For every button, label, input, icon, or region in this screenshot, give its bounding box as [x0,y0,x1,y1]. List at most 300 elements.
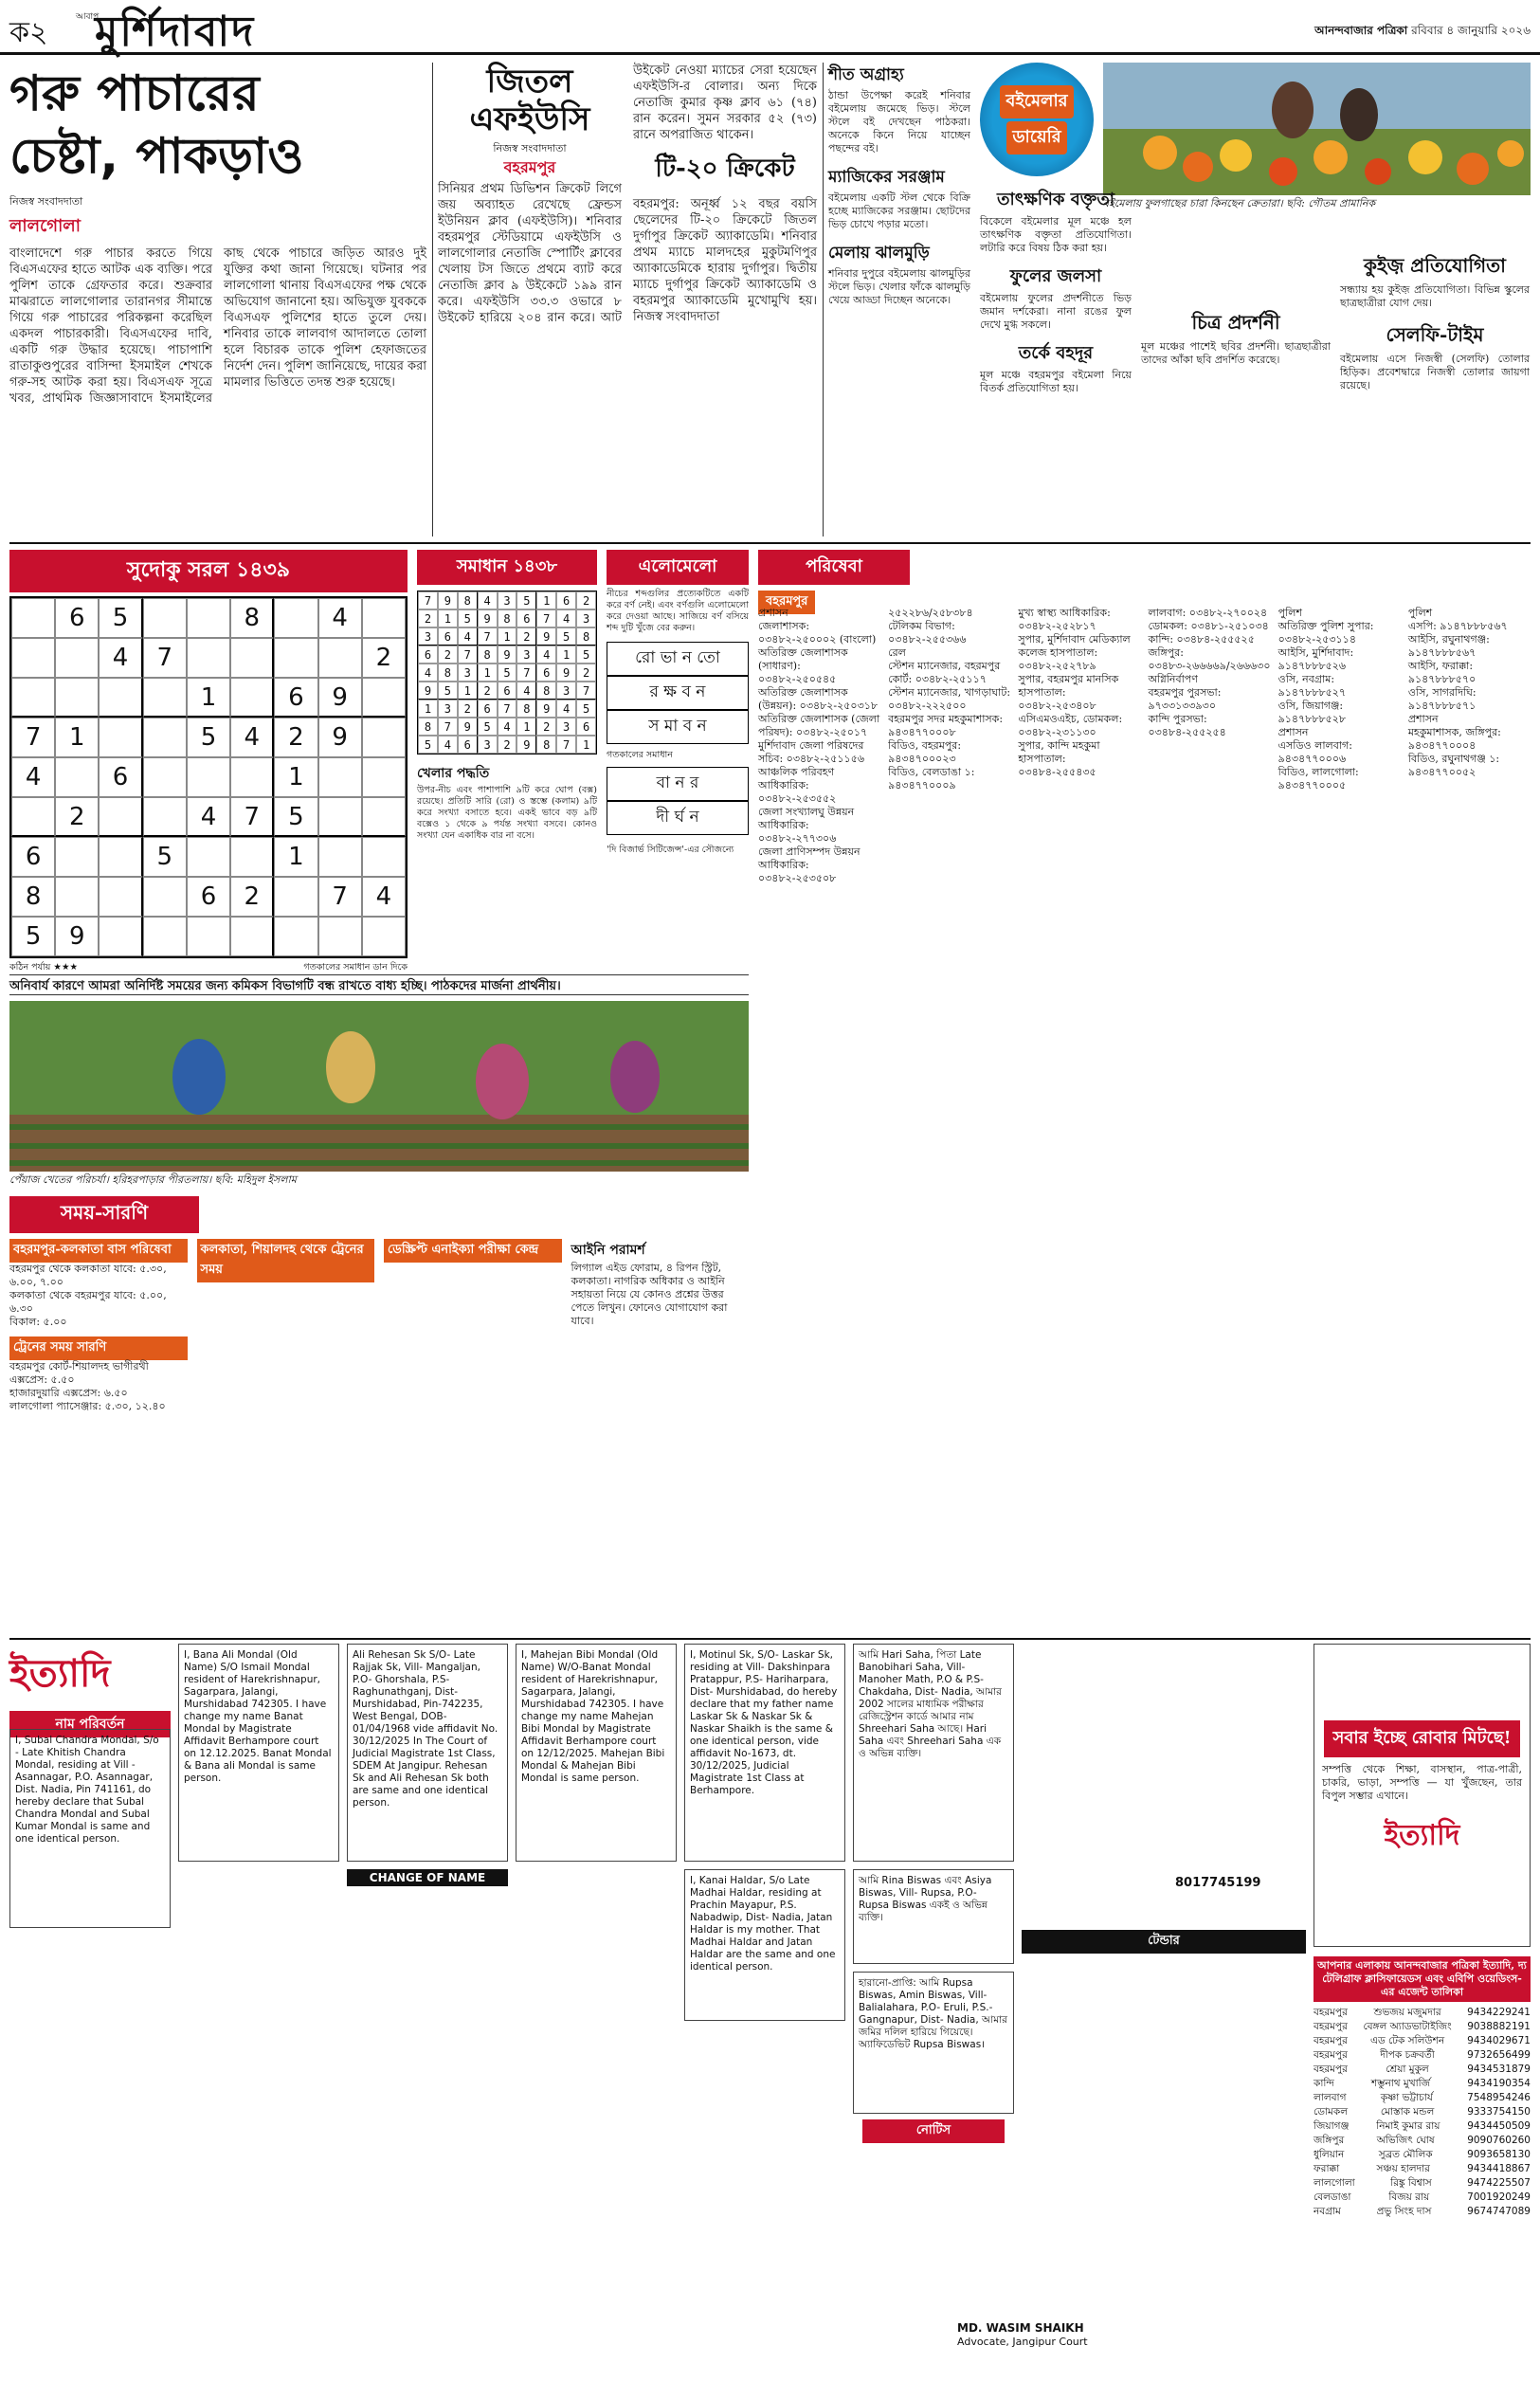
solution-cell: 2 [516,627,536,646]
sudoku-cell: 1 [274,837,317,877]
bf-sec5-body: বইমেলায় ফুলের প্রদর্শনীতে ভিড় জমান দর্শকেরা। নানা রঙের ফুল দেখে মুগ্ধ সকলে। [980,292,1132,331]
solution-cell: 7 [498,700,517,718]
rules-body: উপর-নীচ এবং পাশাপাশি ৯টি করে ঘোপ (বক্স) রয়েছে। প্রতিটি সারি (রো) ও স্তম্ভে (কলাম) ৯টি করে সংখ্যা বসাতে হবে। একই ভাবে বড় ৯টি বক্সেও ১ থেকে ৯ পর্যন্ত সংখ্যা বসবে। কোনও সংখ্যা যেন একাধিক বার না বসে। [417,785,597,841]
book-fair-logo-line2: ডায়েরি [1006,121,1066,155]
solution-cell: 9 [536,700,556,718]
bf-sec2-body: বইমেলায় একটি স্টল থেকে বিক্রি হচ্ছে ম্যাজিকের সরঞ্জাম। ছোটদের ভিড় চোখে পড়ার মতো। [828,191,970,230]
alomelo-credit: 'দি বিজার্ভ সিটিজেন্স'-এর সৌজন্যে [607,845,734,855]
classifieds-brand: ইত্যাদি [9,1651,111,1696]
sudoku-cell [143,718,187,757]
sudoku-cell: 7 [143,638,187,678]
sudoku-cell [230,678,274,718]
agent-phone: 9474225507 [1467,2177,1531,2189]
t20-body: বহরমপুর: অনূর্ধ্ব ১২ বছর বয়সি ছেলেদের টি-২০ ক্রিকেটে জিতল দুর্গাপুর ক্রিকেট অ্যাকাডেমি। শনিবার প্রথম ম্যাচে মালদহের মুকুটমণিপুর অ্যাকাডেমিকে হারায় দুর্গাপুর। দ্বিতীয় ম্যাচে দুর্গাপুর ক্রিকেট অ্যাকাডেমি ও বহরমপুর অ্যাকাডেমি মুখোমুখি হয়। নিজস্ব সংবাদদাতা [633,197,817,324]
solution-cell: 7 [516,664,536,682]
solution-cell: 2 [536,718,556,736]
agent-row [1314,2091,1531,2105]
sudoku-cell [55,757,99,797]
alomelo-word4: বা ন র [607,767,749,801]
solution-cell: 7 [536,609,556,627]
classified-ad-8: আমি Rina Biswas এবং Asiya Biswas, Vill- Rupsa, P.O- Rupsa Biswas একই ও অভিন্ন ব্যক্তি। [853,1869,1014,1964]
book-fair-logo-line1: বইমেলার [1000,85,1073,118]
sudoku-cell [362,917,406,956]
agent-name: বেঙ্গল অ্যাডভাটাইজিং [1363,2021,1452,2032]
sudoku-cell [318,757,362,797]
alomelo-word1: রো ভা ন তো [607,642,749,676]
agent-name: সুব্রত মৌলিক [1378,2149,1433,2160]
sudoku-cell [143,797,187,837]
agent-name: বিজয় রায় [1388,2191,1430,2203]
sudoku-cell [362,797,406,837]
solution-cell: 2 [478,682,498,700]
solution-cell: 5 [418,736,438,754]
agent-name: শুভজয় মজুমদার [1373,2007,1441,2018]
agent-row [1314,2119,1531,2134]
solution-cell: 7 [556,736,576,754]
sudoku-cell: 8 [230,598,274,638]
cricket-headline [438,63,622,138]
sudoku-cell: 4 [362,877,406,917]
agent-name: দীপক চক্রবর্তী [1380,2049,1435,2061]
train-section-title: ট্রেনের সময় সারণি [9,1336,188,1360]
agent-row [1314,2006,1531,2020]
solution-cell: 3 [556,682,576,700]
sudoku-cell: 6 [99,757,142,797]
solution-cell: 8 [458,591,478,609]
agent-row [1314,2048,1531,2063]
classifieds-section-label: নাম পরিবর্তন [9,1711,171,1737]
solution-cell: 8 [478,646,498,664]
alomelo-word2: র ক্ষ ব ন [607,676,749,710]
solution-cell: 6 [516,609,536,627]
solution-cell: 2 [418,609,438,627]
sudoku-cell [318,837,362,877]
sudoku-cell [99,718,142,757]
solution-cell: 4 [438,736,458,754]
solution-cell: 4 [498,718,517,736]
solution-cell: 9 [418,682,438,700]
classified-ad-1: I, Subal Chandra Mondal, S/o - Late Khitish Chandra Mondal, residing at Vill - Asannagar, P.O. Asannagar, Dist. Nadia, Pin 741161, do hereby declare that Subal Chandra Mondal and Subal Kumar Mondal is same and one identical person. [9,1729,171,1928]
agent-name: রিঙ্কু বিশ্বাস [1390,2177,1432,2189]
agent-area: বহরমপুর [1314,2064,1348,2075]
solution-cell: 1 [498,627,517,646]
solution-cell: 8 [418,718,438,736]
services-title: পরিষেবা [758,550,910,585]
agent-phone: 7001920249 [1467,2191,1531,2203]
sudoku-cell [143,917,187,956]
agent-list [1314,1956,1531,2373]
agent-phone: 9434190354 [1467,2078,1531,2089]
page-number: ক২ [9,16,48,49]
bf-sec5-title: ফুলের জলসা [1009,266,1102,286]
sudoku-grid [9,596,408,958]
agent-area: লালবাগ [1314,2092,1347,2103]
classified-ad-5: I, Motinul Sk, S/O- Laskar Sk, residing at Vill- Dakshinpara Pratappur, P.S- Hariharpara, Dist- Murshidabad, do hereby declare that my father name Laskar Sk & Naskar Sk & Naskar Shaikh is the same & one identical person, vide affidavit No-1673, dt. 30/12/2025, Judicial Magistrate 1st Class at Berhampore. [684,1644,845,1862]
legal-advice-title: আইনি পরামর্শ [571,1243,645,1258]
masthead [0,0,1540,55]
solution-cell: 5 [556,627,576,646]
sudoku-cell [143,877,187,917]
agent-phone: 7548954246 [1467,2092,1531,2103]
bf-sec1-title: শীত অগ্রাহ্য [828,65,904,84]
agent-name: শ্রেয়া মুকুল [1386,2064,1429,2075]
timetable-title: সময়-সারণি [9,1196,199,1233]
agent-row [1314,2020,1531,2034]
sudoku-cell: 5 [99,598,142,638]
sudoku-cell [143,678,187,718]
tender-label: টেন্ডার [1022,1930,1306,1954]
solution-cell: 8 [498,609,517,627]
paper-name [1314,23,1531,42]
sudoku-cell [362,757,406,797]
alomelo-word3: স মা ব ন [607,710,749,744]
agent-area: কান্দি [1314,2078,1334,2089]
alomelo-answer-note: গতকালের সমাধান [607,750,673,760]
sudoku-cell: 7 [230,797,274,837]
solution-cell: 4 [536,646,556,664]
solution-cell: 9 [556,664,576,682]
classifieds-section [9,1644,1531,2373]
agent-phone: 9434229241 [1467,2007,1531,2018]
solution-grid [417,591,597,755]
sudoku-cell: 1 [274,757,317,797]
bf-sec3-title: মেলায় ঝালমুড়ি [828,244,930,263]
agent-row [1314,2034,1531,2048]
bf-sec2-title: ম্যাজিকের সরঞ্জাম [828,168,945,187]
sudoku-cell: 5 [274,797,317,837]
sudoku-cell [55,638,99,678]
services-col4: লালবাগ: ০৩৪৮২-২৭০০২৪ ডোমকল: ০৩৪৮১-২৫১০৩৪ কান্দি: ০৩৪৮৪-২৫৫৫২৫ জঙ্গিপুর: ০৩৪৮৩-২৬৬৬৬৯/২৬৬৬৩০ অগ্নিনির্বাপণ বহরমপুর পুরসভা: ৯৭৩৩১৩৩৯৩০ কান্দি পুরসভা: ০৩৪৮৪-২৫৫২৫৪ [1148,607,1271,738]
solution-cell: 5 [498,664,517,682]
cricket-dateline: বহরমপুর [503,158,556,176]
lead-headline-line1: গরু পাচারের [9,65,260,122]
agent-name: সঞ্চয় হালদার [1376,2163,1430,2174]
solution-cell: 9 [438,591,458,609]
cricket-story [438,63,817,536]
solution-cell: 9 [458,718,478,736]
bf-sec3-body: শনিবার দুপুরে বইমেলায় ঝালমুড়ির স্টলে ভিড়। খেলার ফাঁকে ঝালমুড়ি খেয়ে আড্ডা দিচ্ছেন অনেকে। [828,267,970,306]
solution-cell: 8 [536,682,556,700]
sudoku-cell: 5 [11,917,55,956]
solution-cell: 9 [516,736,536,754]
solution-cell: 7 [438,718,458,736]
solution-cell: 3 [498,591,517,609]
solution-cell: 3 [438,700,458,718]
solution-cell: 4 [556,700,576,718]
solution-cell: 1 [516,718,536,736]
solution-cell: 3 [458,664,478,682]
agent-phone: 9434418867 [1467,2163,1531,2174]
solution-cell: 2 [576,664,596,682]
book-fair-photo-caption: বইমেলায় ফুলগাছের চারা কিনছেন ক্রেতারা। ছবি: গৌতম প্রামানিক [1103,197,1376,209]
sudoku-cell [99,797,142,837]
solution-cell: 5 [478,718,498,736]
agent-row [1314,2162,1531,2176]
agent-phone: 9674747089 [1467,2206,1531,2217]
solution-cell: 3 [478,736,498,754]
solution-cell: 9 [478,609,498,627]
agent-phone: 9434531879 [1467,2064,1531,2075]
classified-ad-7: আমি Hari Saha, পিতা Late Banobihari Saha, Vill- Manoher Math, P.O & P.S- Chakdaha, Dist- Nadia, আমার 2002 সালের মাধ্যমিক পরীক্ষার রেজিস্ট্রেশন কার্ডে আমার নাম Shreehari Saha আছে। Hari Saha এবং Shreehari Saha এক ও অভিন্ন ব্যক্তি। [853,1644,1014,1862]
solution-cell: 4 [516,682,536,700]
alomelo-title: এলোমেলো [607,550,749,585]
agent-phone: 9732656499 [1467,2049,1531,2061]
sudoku-cell [230,638,274,678]
sudoku-cell: 6 [55,598,99,638]
solution-cell: 9 [498,646,517,664]
book-fair-section [828,63,1531,536]
sudoku-cell: 7 [318,877,362,917]
exam-centre-title: ডেস্ক্রিপ্ট এনাইক্যা পরীক্ষা কেন্দ্র [384,1239,562,1263]
sudoku-cell [362,598,406,638]
agent-name: নিমাই কুমার রায় [1376,2120,1440,2132]
sudoku-puzzle [9,550,408,973]
agent-area: জিয়াগঞ্জ [1314,2120,1350,2132]
sudoku-cell: 9 [318,678,362,718]
agent-row [1314,2148,1531,2162]
lead-dateline: লালগোলা [9,216,81,236]
sudoku-cell: 2 [55,797,99,837]
solution-cell: 4 [458,627,478,646]
solution-cell: 4 [418,664,438,682]
sudoku-cell [55,837,99,877]
promo-brand: ইত্যাদি [1384,1819,1460,1852]
bf-sec6-body: মূল মঞ্চে বহরমপুর বইমেলা নিয়ে বিতর্ক প্রতিযোগিতা হয়। [980,369,1132,394]
solution-cell: 1 [576,736,596,754]
agent-area: জঙ্গিপুর [1314,2135,1345,2146]
bf-sec7-body: মূল মঞ্চের পাশেই ছবির প্রদর্শনী। ছাত্রছাত্রীরা তাদের আঁকা ছবি প্রদর্শিত করেছে। [1141,340,1331,366]
bus-section-body: বহরমপুর থেকে কলকাতা যাবে: ৫.৩০, ৬.০০, ৭.০০ কলকাতা থেকে বহরমপুর যাবে: ৫.০০, ৬.৩০ বিকাল: ৫.০০ [9,1263,167,1328]
solution-cell: 5 [458,609,478,627]
sudoku-solution-note: গতকালের সমাধান ডান দিকে [303,962,408,973]
solution-cell: 5 [438,682,458,700]
paper-brand: আনন্দবাজার পত্রিকা [1314,24,1408,37]
sudoku-cell [362,837,406,877]
sudoku-cell [187,917,230,956]
agent-phone: 9038882191 [1467,2021,1531,2032]
cricket-headline-line1: জিতল [486,63,573,100]
solution-cell: 9 [536,627,556,646]
solution-cell: 7 [418,591,438,609]
solution-cell: 7 [576,682,596,700]
solution-cell: 8 [536,736,556,754]
solution-cell: 3 [556,718,576,736]
agent-name: কৃষ্ণা ভট্টাচার্য [1380,2092,1433,2103]
services-col6: পুলিশ এসপি: ৯১৪৭৮৮৮৫৬৭ আইসি, রঘুনাথগঞ্জ: ৯১৪৭৮৮৮৫৬৭ আইসি, ফরাক্কা: ৯১৪৭৮৮৮৫৭০ ওসি, সাগরদিঘি: ৯১৪৭৮৮৮৫৭১ প্রশাসন মহকুমাশাসক, জঙ্গিপুর: ৯৪৩৪৭৭০০০৪ বিডিও, রঘুনাথগঞ্জ ১: ৯৪৩৪৭৭০০৫২ [1407,607,1508,778]
sudoku-cell [187,638,230,678]
agent-area: লালগোলা [1314,2177,1355,2189]
solution-cell: 1 [458,682,478,700]
sudoku-cell [230,757,274,797]
sudoku-cell: 8 [11,877,55,917]
book-fair-logo [980,63,1094,176]
solution-cell: 5 [576,646,596,664]
services-col2: ২৫২২৮৬/২৫৮৩৮৪ টেলিকম বিভাগ: ০৩৪৮২-২৫৫৩৬৬ রেল স্টেশন ম্যানেজার, বহরমপুর কোর্ট: ০৩৪৮২-২৫১১৭ স্টেশন ম্যানেজার, খাগড়াঘাট: ০৩৪৮২-২২২৫০০ বহরমপুর সদর মহকুমাশাসক: ৯৪৩৪৭৭০০০৮ বিডিও, বহরমপুর: ৯৪৩৪৭০০০২৩ বিডিও, বেলডাঙা ১: ৯৪৩৪৭৭০০০৯ [888,607,1011,791]
sudoku-cell [274,598,317,638]
agent-name: মোস্তাক মন্ডল [1380,2106,1435,2118]
solution-cell: 6 [556,591,576,609]
solution-cell: 2 [498,736,517,754]
sudoku-cell [99,917,142,956]
sudoku-cell [187,757,230,797]
bf-sec4-title: তাৎক্ষণিক বক্তৃতা [996,190,1115,209]
sudoku-cell [274,877,317,917]
sudoku-level: কঠিন পর্যায় ★★★ [9,962,78,973]
solution-cell: 1 [556,646,576,664]
sudoku-cell [55,877,99,917]
cricket-body: সিনিয়র প্রথম ডিভিশন ক্রিকেট লিগে জয় অব্যাহত রেখেছে ফ্রেন্ডস ইউনিয়ন ক্লাব (এফইউসি)। শনিবার বহরমপুর স্টেডিয়ামে এফইউসি ও লালগোলার নেতাজি স্পোর্টিং ক্লাবের খেলায় টস জিতে প্রথমে ব্যাট করে নেতাজি ক্লাব ৯ উইকেটে ১৯৯ রান করে। এফইউসি ৩৩.৩ ওভারে ৮ উইকেট হারিয়ে ২০৪ রান করে। আট উইকেট নেওয়া ম্যাচের সেরা হয়েছেন এফইউসি-র বোলার। অন্য দিকে নেতাজি কুমার কৃষ্ণ ক্লাব ৬১ (৭৪) রান করেন। সুমন সরকার ৫২ (৭৩) রানে অপরাজিত থাকেন। [438,64,817,325]
solution-cell: 6 [498,682,517,700]
solution-cell: 8 [516,700,536,718]
sudoku-cell: 1 [55,718,99,757]
agent-rows [1314,2006,1531,2219]
agent-row [1314,2176,1531,2191]
sudoku-cell [99,678,142,718]
kolkata-train-title: কলকাতা, শিয়ালদহ থেকে ট্রেনের সময় [197,1239,375,1282]
page-tag: আবাপ [76,12,100,22]
bf-sec7-title: চিত্র প্রদর্শনী [1191,311,1280,334]
sudoku-cell [55,678,99,718]
solution-cell: 6 [536,664,556,682]
solution-cell: 7 [478,627,498,646]
lead-headline [9,63,426,188]
agent-phone: 9090760260 [1467,2135,1531,2146]
rules-title: খেলার পদ্ধতি [417,766,490,781]
sudoku-cell: 4 [318,598,362,638]
classified-ad-4: I, Mahejan Bibi Mondal (Old Name) W/O-Banat Mondal resident of Harekrishnapur, Sagarpara, Jalangi, Murshidabad 742305. I have change my name Mahejan Bibi Mondal by Magistrate Affidavit Berhampore court on 12/12/2025. Mahejan Bibi Mondal & Mahejan Bibi Mondal is same person. [516,1644,677,1862]
agent-area: বহরমপুর [1314,2007,1348,2018]
sudoku-cell: 5 [187,718,230,757]
sudoku-cell: 6 [11,837,55,877]
sudoku-cell: 2 [362,638,406,678]
agent-area: ধুলিয়ান [1314,2149,1345,2160]
solution-cell: 6 [458,736,478,754]
bf-sec9-title: সেলফি-টাইম [1386,323,1484,346]
timetable [9,1196,749,1632]
lead-body: বাংলাদেশে গরু পাচার করতে গিয়ে বিএসএফের হাতে আটক এক ব্যক্তি। পরে পুলিশ তাকে গ্রেফতার করে। শুক্রবার মাঝরাতে লালগোলার তারানগর সীমান্তে গিয়ে গরু পাচারের পরিকল্পনা করেছিল একদল পাচারকারী। বিএসএফের দাবি, একটি গরু উদ্ধার হয়েছে। পাচাপাশি রাতাকুণ্ডপুরের বাসিন্দা ইসমাইল শেখকে গরু-সহ আটক করা হয়। বিএসএফ সূত্রে খবর, প্রাথমিক জিজ্ঞাসাবাদে ইসমাইলের কাছ থেকে পাচারে জড়িত আরও দুই যুক্তির কথা জানা গিয়েছে। ঘটনার পর লালগোলা থানায় বিএসএফের পক্ষ থেকে অভিযোগ জানানো হয়। অভিযুক্ত যুবককে বিএসএফ পুলিশের হাতে তুলে দেয়। শনিবার তাকে লালবাগ আদালতে তোলা হলে বিচারক তাকে পুলিশ হেফাজতের নির্দেশ দেন। পুলিশ জানিয়েছে, দায়ের করা মামলার ভিত্তিতে তদন্ত শুরু হয়েছে। [9,246,426,406]
services-col1: প্রশাসন জেলাশাসক: ০৩৪৮২-২৫০০০২ (বাংলো) অতিরিক্ত জেলাশাসক (সাধারণ): ০৩৪৮২-২৫০৫৪৫ অতিরিক্ত জেলাশাসক (উন্নয়ন): ০৩৪৮২-২৫০৩১৮ অতিরিক্ত জেলাশাসক (জেলা পরিষদ): ০৩৪৮২-২৫০১৭ মুর্শিদাবাদ জেলা পরিষদের সচিব: ০৩৪৮২-২৫১১৫৬ আঞ্চলিক পরিবহণ আধিকারিক: ০৩৪৮২-২৫৩৫৫২ জেলা সংখ্যালঘু উন্নয়ন আধিকারিক: ০৩৪৮২-২৭৭৩০৬ জেলা প্রাণিসম্পদ উন্নয়ন আধিকারিক: ০৩৪৮২-২৫৩৫০৮ [758,607,880,884]
sudoku-cell [318,638,362,678]
solution-cell: 6 [418,646,438,664]
solution-cell: 4 [556,609,576,627]
legal-notice-sub: Advocate, Jangipur Court [957,2336,1088,2348]
solution-cell: 1 [536,591,556,609]
agent-row [1314,2205,1531,2219]
solution-cell: 6 [438,627,458,646]
notice-label: নোটিস [862,2119,1005,2143]
solution-cell: 2 [576,591,596,609]
services-col5: পুলিশ অতিরিক্ত পুলিশ সুপার: ০৩৪৮২-২৫৩১১৪ আইসি, মুর্শিদাবাদ: ৯১৪৭৮৮৮৫২৬ ওসি, নবগ্রাম: ৯১৪৭৮৮৮৫২৭ ওসি, জিয়াগঞ্জ: ৯১৪৭৮৮৮৫২৮ প্রশাসন এসডিও লালবাগ: ৯৪৩৪৭৭০০০৬ বিডিও, লালগোলা: ৯৪৩৪৭৭০০০৫ [1277,607,1374,791]
bf-sec1-body: ঠান্ডা উপেক্ষা করেই শনিবার বইমেলায় জমেছে ভিড়। স্টলে স্টলে বই দেখছেন পাঠকরা। অনেকে কিনে নিয়ে যাচ্ছেন পছন্দের বই। [828,89,970,155]
agent-row [1314,2191,1531,2205]
sudoku-cell [11,678,55,718]
agent-area: বহরমপুর [1314,2021,1348,2032]
classified-ad-2: I, Bana Ali Mondal (Old Name) S/O Ismail Mondal resident of Harekrishnapur, Sagarpara, Jalangi, Murshidabad 742305. I have change my name Banat Mondal by Magistrate Affidavit Berhampore court on 12.12.2025. Banat Mondal & Bana ali Mondal is same person. [178,1644,339,1862]
agent-name: এড টেক সলিউশন [1369,2035,1445,2046]
sudoku-cell [230,837,274,877]
sudoku-cell: 4 [230,718,274,757]
promo-box [1314,1644,1531,1947]
solution-cell: 1 [438,609,458,627]
solution-cell: 3 [516,646,536,664]
bf-sec6-title: তর্কে বহদূর [1018,343,1094,363]
solution-cell: 1 [418,700,438,718]
sudoku-cell: 2 [230,877,274,917]
sudoku-cell: 6 [187,877,230,917]
legal-notice-name: MD. WASIM SHAIKH [957,2321,1084,2335]
solution-cell: 1 [478,664,498,682]
agent-phone: 9333754150 [1467,2106,1531,2118]
sudoku-cell: 4 [99,638,142,678]
sudoku-cell: 6 [274,678,317,718]
lead-byline: নিজস্ব সংবাদদাতা [9,195,83,208]
sudoku-title: সুদোকু সরল ১৪৩৯ [9,550,408,592]
onion-field-photo [9,1001,749,1172]
lead-story [9,63,426,536]
sudoku-cell [11,638,55,678]
sudoku-cell [143,757,187,797]
solution-cell: 7 [458,646,478,664]
agent-row [1314,2063,1531,2077]
services-directory [758,550,1531,1204]
solution-cell: 5 [516,591,536,609]
sudoku-cell [11,598,55,638]
alomelo-puzzle [607,550,749,967]
sudoku-cell [99,837,142,877]
agent-list-title: আপনার এলাকায় আনন্দবাজার পত্রিকা ইত্যাদি, দ্য টেলিগ্রাফ ক্লাসিফায়েডস এবং এবিপি ওয়েডিংস-এর এজেন্ট তালিকা [1314,1956,1531,2002]
itadi-phone: 8017745199 [1175,1876,1261,1890]
sudoku-cell: 5 [143,837,187,877]
sudoku-cell [143,598,187,638]
solution-cell: 8 [576,627,596,646]
bf-sec8-title: কুইজ় প্রতিযোগিতা [1364,254,1506,277]
bf-sec8-body: সন্ধ্যায় হয় কুইজ় প্রতিযোগিতা। বিভিন্ন স্কুলের ছাত্রছাত্রীরা যোগ দেয়। [1340,283,1530,309]
classified-ad-9: হারানো-প্রাপ্তি: আমি Rupsa Biswas, Amin Biswas, Vill- Balialahara, P.O- Eruli, P.S.- Gangnapur, Dist- Nadia, আমার জমির দলিল হারিয়ে গিয়েছে। অ্যাফিডেভিট Rupsa Biswas। [853,1972,1014,2114]
solution-cell: 5 [576,700,596,718]
sudoku-solution [417,550,597,967]
sudoku-cell: 4 [11,757,55,797]
agent-name: অভিজিৎ ঘোষ [1376,2135,1435,2146]
agent-row [1314,2134,1531,2148]
alomelo-word5: দী র্ঘ ন [607,801,749,835]
promo-body: সম্পত্তি থেকে শিক্ষা, বাসস্থান, পাত্র-পাত্রী, চাকরি, ভাড়া, সম্পত্তি — যা খুঁজছেন, তার বিপুল সম্ভার এখানে। [1322,1763,1522,1802]
legal-advice-body: লিগ্যাল এইড ফোরাম, ৪ রিপন স্ট্রিট, কলকাতা। নাগরিক অধিকার ও আইনি সহায়তা নিয়ে যে কোনও প্রশ্নের উত্তর পেতে লিখুন। ফোনেও যোগাযোগ করা যাবে। [571,1262,728,1327]
train-section-body: বহরমপুর কোর্ট-শিয়ালদহ ভাগীরথী এক্সপ্রেস: ৫.৫০ হাজারদুয়ারি এক্সপ্রেস: ৬.৫০ লালগোলা প্যাসেঞ্জার: ৫.৩০, ১২.৪০ [9,1360,166,1412]
book-fair-photo [1103,63,1531,195]
sudoku-cell [230,917,274,956]
agent-row [1314,2105,1531,2119]
lead-headline-line2: চেষ্টা, পাকড়াও [9,128,304,185]
sudoku-cell: 2 [274,718,317,757]
agent-phone: 9093658130 [1467,2149,1531,2160]
agent-area: বেলডাঙা [1314,2191,1351,2203]
solution-title: সমাধান ১৪৩৮ [417,550,597,585]
agent-area: বহরমপুর [1314,2035,1348,2046]
bf-sec9-body: বইমেলায় এসে নিজস্বী (সেলফি) তোলার হিড়িক। প্রবেশদ্বারে নিজস্বী তোলার জায়গা রয়েছে। [1340,353,1530,391]
t20-headline: টি-২০ ক্রিকেট [655,155,795,183]
sudoku-cell [11,797,55,837]
sudoku-cell [187,837,230,877]
change-of-name-label: CHANGE OF NAME [347,1869,508,1886]
sudoku-cell [318,797,362,837]
agent-area: ফরাক্কা [1314,2163,1340,2174]
classified-ad-6: I, Kanai Haldar, S/o Late Madhai Haldar, residing at Prachin Mayapur, P.S. Nabadwip, Dist- Nadia, Jatan Haldar is my mother. That Madhai Haldar and Jatan Haldar are the same and one identical person. [684,1869,845,2021]
solution-cell: 8 [438,664,458,682]
sudoku-cell: 4 [187,797,230,837]
sudoku-cell: 1 [187,678,230,718]
solution-cell: 3 [576,609,596,627]
solution-cell: 4 [478,591,498,609]
